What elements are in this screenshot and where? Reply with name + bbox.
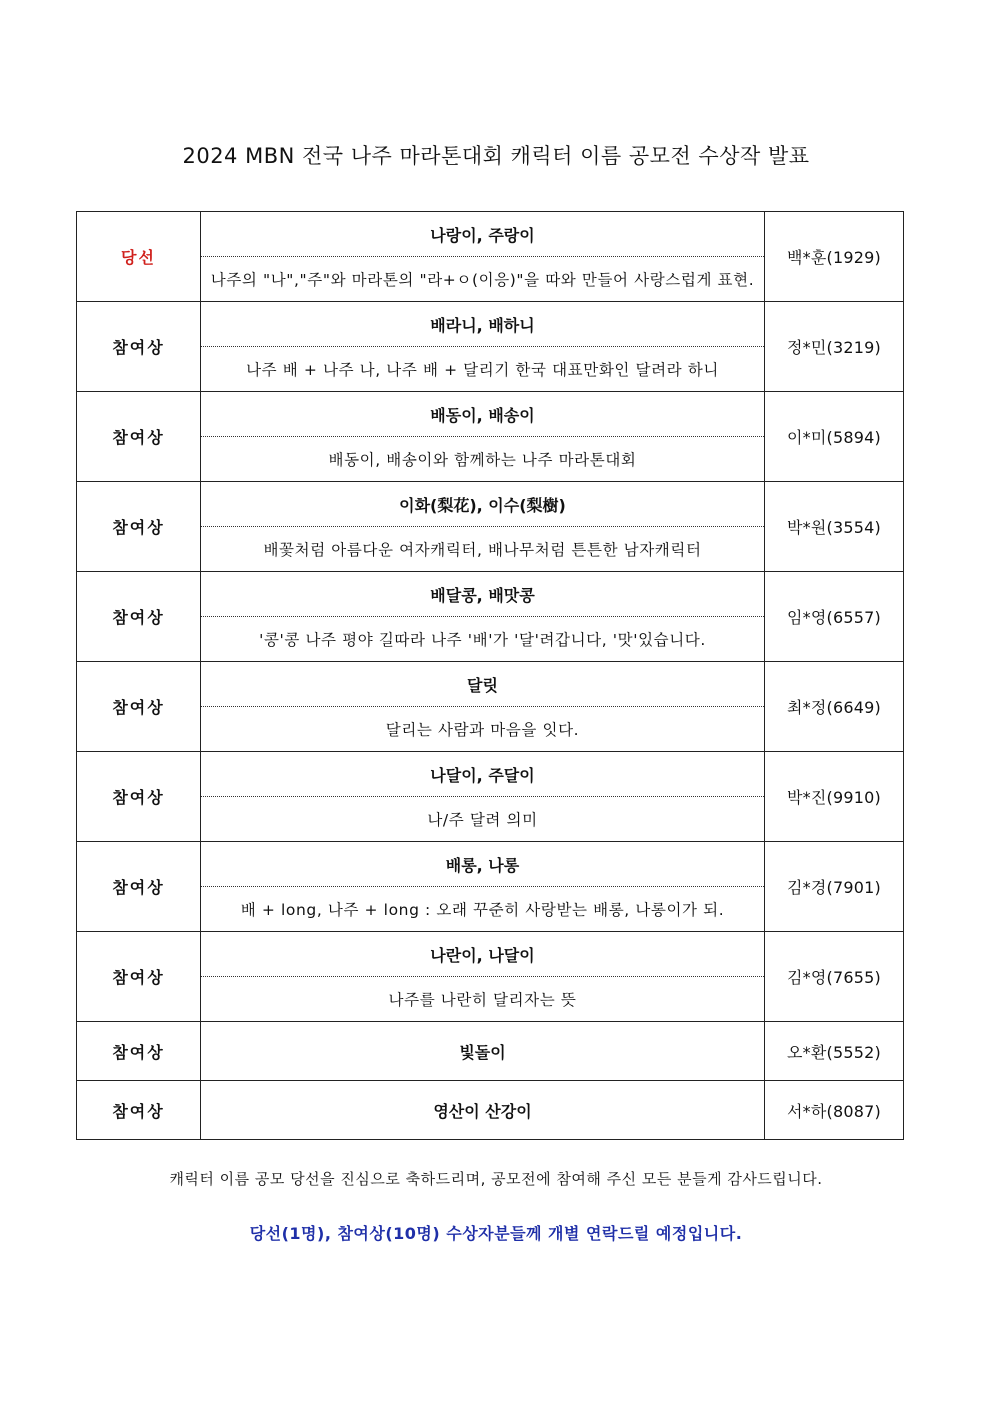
award-label: 참여상 <box>77 842 201 932</box>
winner-name: 박*원(3554) <box>765 482 904 572</box>
table-row <box>77 1022 904 1081</box>
entry-cell <box>201 302 765 392</box>
entry-description: 배동이, 배송이와 함께하는 나주 마라톤대회 <box>328 451 637 469</box>
table-row <box>77 932 904 1022</box>
table-row <box>77 392 904 482</box>
award-label: 참여상 <box>77 932 201 1022</box>
contact-notice: 당선(1명), 참여상(10명) 수상자분들께 개별 연락드릴 예정입니다. <box>249 1224 743 1243</box>
winner-name: 임*영(6557) <box>765 572 904 662</box>
entry-cell <box>201 392 765 482</box>
award-label: 참여상 <box>77 662 201 752</box>
award-label: 당선 <box>77 212 201 302</box>
entry-description: 달리는 사람과 마음을 잇다. <box>385 721 580 739</box>
awards-table <box>76 211 904 1140</box>
entry-name: 달릿 <box>201 662 764 707</box>
entry-cell <box>201 752 765 842</box>
entry-name: 배달콩, 배맛콩 <box>201 572 764 617</box>
entry-name: 배동이, 배송이 <box>201 392 764 437</box>
winner-name: 백*훈(1929) <box>765 212 904 302</box>
entry-description: '콩'콩 나주 평야 길따라 나주 '배'가 '달'려갑니다, '맛'있습니다. <box>259 631 706 649</box>
entry-name: 나란이, 나달이 <box>201 932 764 977</box>
table-row <box>77 572 904 662</box>
entry-description: 나주 배 + 나주 나, 나주 배 + 달리기 한국 대표만화인 달려라 하니 <box>246 361 719 379</box>
award-label: 참여상 <box>77 1081 201 1140</box>
table-row <box>77 302 904 392</box>
entry-name: 빛돌이 <box>201 1022 765 1081</box>
entry-description: 나주의 "나","주"와 마라톤의 "라+ㅇ(이응)"을 따와 만들어 사랑스럽게 표현. <box>210 271 755 289</box>
entry-name: 나랑이, 주랑이 <box>201 212 764 257</box>
page-title: 2024 MBN 전국 나주 마라톤대회 캐릭터 이름 공모전 수상작 발표 <box>182 144 810 168</box>
entry-description: 배꽃처럼 아름다운 여자캐릭터, 배나무처럼 튼튼한 남자캐릭터 <box>263 541 702 559</box>
entry-name: 나달이, 주달이 <box>201 752 764 797</box>
entry-description: 배 + long, 나주 + long : 오래 꾸준히 사랑받는 배롱, 나롱이가 되. <box>240 901 725 919</box>
entry-name: 배롱, 나롱 <box>201 842 764 887</box>
table-row <box>77 212 904 302</box>
award-label: 참여상 <box>77 752 201 842</box>
table-row <box>77 662 904 752</box>
entry-cell <box>201 482 765 572</box>
award-label: 참여상 <box>77 392 201 482</box>
entry-cell <box>201 662 765 752</box>
entry-cell <box>201 842 765 932</box>
winner-name: 김*경(7901) <box>765 842 904 932</box>
table-row <box>77 842 904 932</box>
winner-name: 최*정(6649) <box>765 662 904 752</box>
entry-description: 나/주 달려 의미 <box>427 811 538 829</box>
entry-name: 배라니, 배하니 <box>201 302 764 347</box>
winner-name: 오*환(5552) <box>765 1022 904 1081</box>
winner-name: 이*미(5894) <box>765 392 904 482</box>
winner-name: 정*민(3219) <box>765 302 904 392</box>
winner-name: 박*진(9910) <box>765 752 904 842</box>
table-row <box>77 752 904 842</box>
entry-cell <box>201 572 765 662</box>
thanks-message: 캐릭터 이름 공모 당선을 진심으로 축하드리며, 공모전에 참여해 주신 모든 분들게 감사드립니다. <box>169 1170 823 1188</box>
entry-name: 영산이 산강이 <box>201 1081 765 1140</box>
entry-description: 나주를 나란히 달리자는 뜻 <box>388 991 577 1009</box>
award-label: 참여상 <box>77 482 201 572</box>
award-label: 참여상 <box>77 572 201 662</box>
entry-cell <box>201 932 765 1022</box>
entry-name: 이화(梨花), 이수(梨樹) <box>201 482 764 527</box>
winner-name: 서*하(8087) <box>765 1081 904 1140</box>
entry-cell <box>201 212 765 302</box>
table-row <box>77 482 904 572</box>
table-row <box>77 1081 904 1140</box>
award-label: 참여상 <box>77 1022 201 1081</box>
award-label: 참여상 <box>77 302 201 392</box>
winner-name: 김*영(7655) <box>765 932 904 1022</box>
